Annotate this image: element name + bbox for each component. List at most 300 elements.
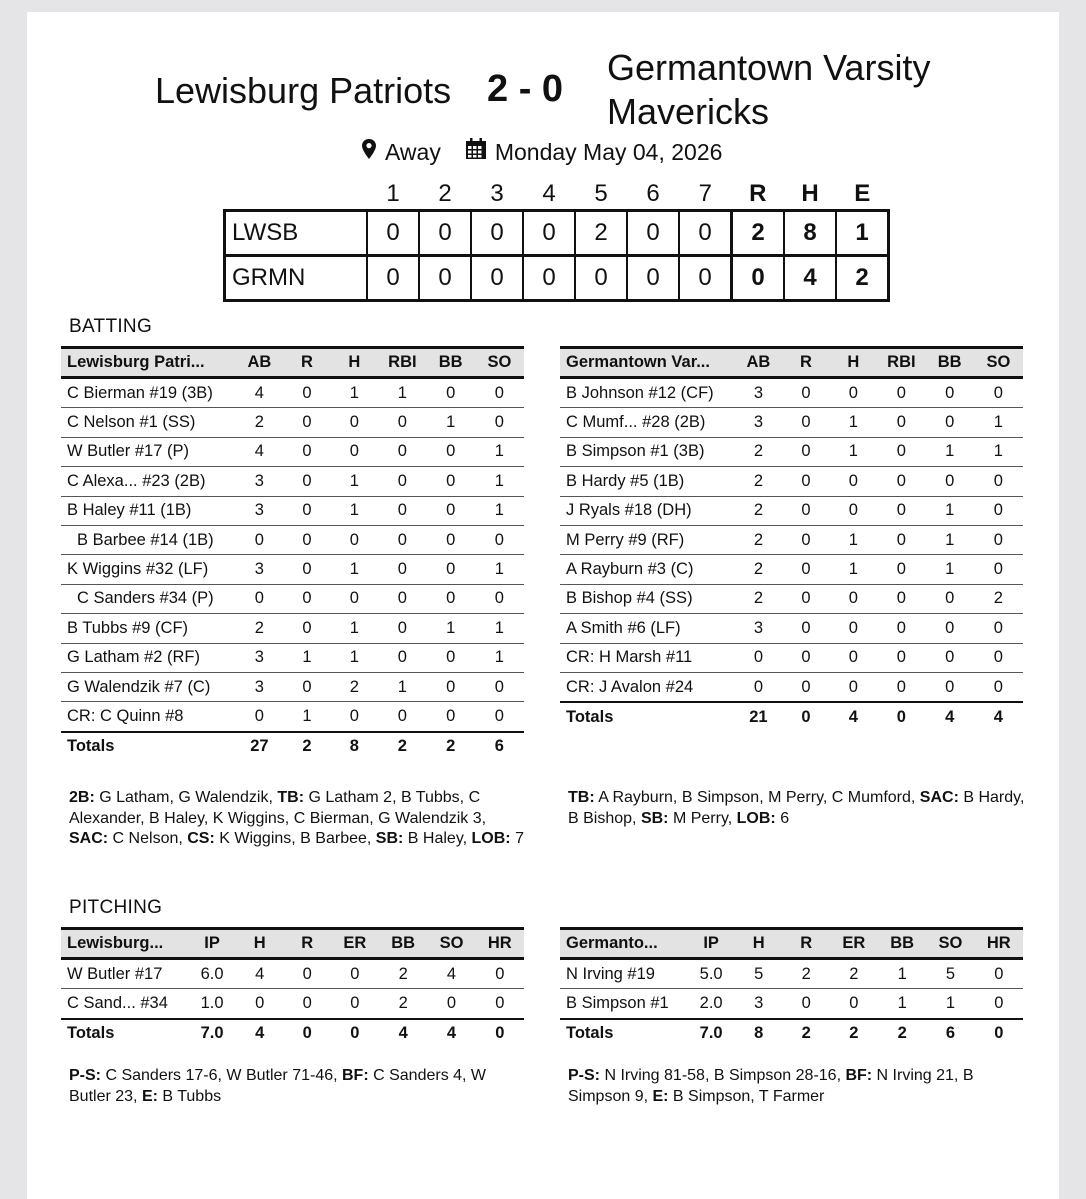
total-value: 4 (236, 1019, 284, 1048)
stat-value: 5.0 (687, 959, 734, 989)
inning-score: 0 (575, 256, 627, 301)
stat-column-header: SO (974, 348, 1023, 378)
stats-header-row (560, 348, 1023, 378)
stat-column-header: SO (926, 929, 974, 959)
stat-value: 0 (783, 378, 830, 408)
player-row (560, 643, 1023, 672)
stat-value: 0 (877, 408, 925, 437)
stat-value: 4 (235, 378, 283, 408)
stat-value: 0 (427, 584, 475, 613)
stat-column-header: H (236, 929, 284, 959)
stat-value: 1 (284, 643, 331, 672)
stat-value: 0 (235, 525, 283, 554)
stat-value: 1 (475, 496, 524, 525)
note-label: 2B: (69, 789, 95, 806)
totals-label: Totals (61, 732, 235, 761)
inning-score: 0 (367, 211, 419, 256)
stat-value: 0 (330, 437, 378, 466)
stat-value: 0 (284, 525, 331, 554)
stat-value: 3 (734, 378, 782, 408)
stat-value: 1 (330, 467, 378, 496)
stats-header-row (560, 929, 1023, 959)
stat-value: 0 (877, 584, 925, 613)
stat-value: 0 (235, 584, 283, 613)
stat-value: 2 (235, 614, 283, 643)
player-name: N Irving #19 (560, 959, 687, 989)
player-name: C Alexa... #23 (2B) (61, 467, 235, 496)
stat-column-header: H (829, 348, 877, 378)
total-value: 4 (926, 702, 974, 731)
stat-value: 3 (734, 614, 782, 643)
stat-value: 0 (829, 467, 877, 496)
stat-value: 1 (926, 555, 974, 584)
player-name: C Sanders #34 (P) (61, 584, 235, 613)
boxscore-sheet (27, 12, 1059, 1199)
player-name: CR: J Avalon #24 (560, 672, 734, 702)
total-value: 2 (427, 732, 475, 761)
note-text: B Tubbs (157, 1087, 222, 1105)
player-name: K Wiggins #32 (LF) (61, 555, 235, 584)
player-name: B Simpson #1 (560, 989, 687, 1019)
player-name: W Butler #17 (61, 959, 188, 989)
total-value: 4 (427, 1019, 475, 1048)
player-name: A Smith #6 (LF) (560, 614, 734, 643)
stat-value: 0 (284, 378, 331, 408)
player-name: G Latham #2 (RF) (61, 643, 235, 672)
stat-column-header: R (284, 929, 331, 959)
stat-value: 0 (877, 614, 925, 643)
player-name: M Perry #9 (RF) (560, 525, 734, 554)
stat-column-header: IP (188, 929, 235, 959)
stat-value: 0 (427, 989, 475, 1019)
stat-value: 0 (284, 467, 331, 496)
stat-value: 1 (427, 408, 475, 437)
total-value: 7.0 (188, 1019, 235, 1048)
total-value: 0 (331, 1019, 379, 1048)
stat-value: 0 (926, 467, 974, 496)
player-row (61, 702, 524, 732)
note-text: B Simpson, T Farmer (668, 1087, 825, 1105)
stat-value: 1 (475, 437, 524, 466)
note-text: 6 (775, 809, 790, 827)
note-text: K Wiggins, B Barbee, (214, 830, 376, 847)
player-row (61, 437, 524, 466)
stat-value: 0 (427, 555, 475, 584)
note-label: E: (141, 1087, 158, 1105)
stat-value: 0 (877, 378, 925, 408)
stat-value: 0 (330, 702, 378, 732)
stat-value: 1 (926, 437, 974, 466)
stat-value: 0 (783, 643, 830, 672)
stat-value: 3 (235, 672, 283, 701)
stats-header-row (61, 348, 524, 378)
total-value: 4 (829, 702, 877, 731)
player-name: W Butler #17 (P) (61, 437, 235, 466)
stat-value: 1 (378, 672, 426, 701)
stat-value: 0 (235, 702, 283, 732)
player-row (560, 614, 1023, 643)
stat-value: 0 (974, 672, 1023, 702)
total-value: 6 (926, 1019, 974, 1048)
stat-value: 3 (734, 408, 782, 437)
stat-value: 0 (734, 643, 782, 672)
stat-value: 1 (475, 643, 524, 672)
stat-value: 1 (475, 614, 524, 643)
home-team-name: Lewisburg Patriots (155, 70, 452, 111)
player-row (560, 378, 1023, 408)
game-meta (361, 138, 722, 166)
inning-score: 0 (523, 211, 575, 256)
errors-total: 2 (836, 256, 889, 301)
stat-value: 0 (829, 584, 877, 613)
stat-value: 0 (926, 672, 974, 702)
player-row (61, 525, 524, 554)
stat-value: 0 (284, 614, 331, 643)
stat-value: 2 (783, 959, 830, 989)
inning-score: 0 (679, 211, 732, 256)
note-label: CS: (187, 830, 215, 847)
stat-value: 2.0 (687, 989, 734, 1019)
stat-value: 3 (235, 555, 283, 584)
inning-score: 0 (523, 256, 575, 301)
note-text: 7 (510, 830, 524, 847)
player-row (560, 555, 1023, 584)
stat-value: 0 (926, 584, 974, 613)
stat-value: 2 (734, 467, 782, 496)
inning-score: 0 (367, 256, 419, 301)
total-value: 2 (878, 1019, 926, 1048)
inning-header: 4 (542, 180, 556, 207)
player-name: B Tubbs #9 (CF) (61, 614, 235, 643)
stat-value: 0 (975, 989, 1023, 1019)
player-row (560, 467, 1023, 496)
stat-value: 0 (378, 437, 426, 466)
total-value: 0 (783, 702, 830, 731)
stat-value: 1 (829, 525, 877, 554)
stat-value: 0 (829, 643, 877, 672)
pitching-notes-home (69, 1066, 529, 1107)
stat-value: 0 (926, 378, 974, 408)
away-team-name: Germantown Varsity Mavericks (607, 47, 931, 132)
game-header (27, 12, 1059, 132)
stat-value: 0 (284, 672, 331, 701)
stat-value: 0 (974, 643, 1023, 672)
player-row (61, 467, 524, 496)
totals-label: Totals (560, 1019, 687, 1048)
stat-value: 0 (974, 467, 1023, 496)
stat-value: 5 (926, 959, 974, 989)
note-text: G Latham, G Walendzik, (94, 789, 278, 806)
stat-column-header: H (735, 929, 783, 959)
stat-value: 0 (378, 496, 426, 525)
note-label: LOB: (471, 830, 511, 847)
game-date: Monday May 04, 2026 (494, 138, 723, 165)
inning-header: 6 (646, 180, 660, 207)
stat-value: 0 (378, 525, 426, 554)
stat-value: 0 (330, 408, 378, 437)
stat-column-header: RBI (877, 348, 925, 378)
player-row (61, 378, 524, 408)
team-abbr: LWSB (225, 211, 368, 256)
stat-value: 0 (427, 378, 475, 408)
team-column-header: Lewisburg... (61, 929, 188, 959)
inning-header: 7 (698, 180, 712, 207)
stat-value: 0 (284, 408, 331, 437)
stat-value: 0 (475, 408, 524, 437)
note-text: C Sanders 4, W Butler 23, (69, 1067, 487, 1105)
stat-value: 0 (475, 525, 524, 554)
team-column-header: Germantown Var... (560, 348, 734, 378)
note-label: TB: (568, 789, 595, 806)
stat-value: 4 (427, 959, 475, 989)
stat-value: 1 (829, 408, 877, 437)
player-name: B Johnson #12 (CF) (560, 378, 734, 408)
stat-value: 0 (475, 672, 524, 701)
stat-value: 4 (236, 959, 284, 989)
player-row (560, 437, 1023, 466)
stat-value: 3 (235, 467, 283, 496)
player-name: B Bishop #4 (SS) (560, 584, 734, 613)
stat-value: 1 (974, 408, 1023, 437)
stat-value: 0 (378, 467, 426, 496)
player-name: C Nelson #1 (SS) (61, 408, 235, 437)
totals-row (560, 702, 1023, 731)
player-row (61, 496, 524, 525)
stat-value: 0 (829, 614, 877, 643)
batting-section-title: BATTING (69, 316, 153, 337)
total-value: 0 (975, 1019, 1023, 1048)
note-label: P-S: (69, 1067, 101, 1084)
note-label: SAC: (69, 830, 109, 847)
stat-value: 0 (783, 525, 830, 554)
total-value: 0 (284, 1019, 331, 1048)
stat-value: 0 (331, 989, 379, 1019)
stat-value: 0 (974, 378, 1023, 408)
stat-value: 0 (427, 496, 475, 525)
stat-column-header: R (783, 348, 830, 378)
player-name: B Barbee #14 (1B) (61, 525, 235, 554)
stat-value: 0 (427, 672, 475, 701)
stat-value: 3 (235, 643, 283, 672)
linescore-table (223, 179, 890, 302)
total-value: 0 (476, 1019, 524, 1048)
stat-value: 0 (829, 496, 877, 525)
stat-value: 0 (284, 437, 331, 466)
stat-value: 2 (734, 555, 782, 584)
stat-value: 0 (783, 437, 830, 466)
stat-value: 0 (284, 555, 331, 584)
batting-notes-home (69, 788, 529, 850)
map-pin-icon (361, 138, 377, 166)
stat-value: 0 (378, 408, 426, 437)
stat-value: 0 (783, 496, 830, 525)
stat-column-header: BB (379, 929, 427, 959)
stat-value: 0 (783, 672, 830, 702)
stat-value: 0 (926, 643, 974, 672)
stat-column-header: RBI (378, 348, 426, 378)
note-text: M Perry, (668, 809, 737, 827)
stats-header-row (61, 929, 524, 959)
stat-value: 4 (235, 437, 283, 466)
stat-value: 1 (926, 496, 974, 525)
stat-value: 2 (330, 672, 378, 701)
stat-column-header: BB (427, 348, 475, 378)
player-row (560, 525, 1023, 554)
note-label: TB: (277, 789, 305, 806)
batting-notes-away (568, 788, 1028, 829)
stat-value: 0 (284, 584, 331, 613)
stat-value: 0 (476, 989, 524, 1019)
pitching-section-title: PITCHING (69, 897, 163, 918)
note-label: E: (652, 1087, 669, 1105)
player-name: CR: H Marsh #11 (560, 643, 734, 672)
runs-total: 0 (732, 256, 785, 301)
team-abbr: GRMN (225, 256, 368, 301)
inning-header: 3 (490, 180, 504, 207)
inning-header: 1 (386, 180, 400, 207)
stat-value: 3 (235, 496, 283, 525)
stat-value: 1 (330, 643, 378, 672)
stat-value: 0 (783, 408, 830, 437)
total-value: 21 (734, 702, 782, 731)
stat-value: 0 (877, 555, 925, 584)
note-label: LOB: (736, 809, 776, 827)
total-value: 8 (735, 1019, 783, 1048)
totals-label: Totals (61, 1019, 188, 1048)
stat-value: 0 (427, 437, 475, 466)
pitching-table-away (560, 927, 1023, 1048)
runs-total: 2 (732, 211, 785, 256)
stat-value: 0 (783, 555, 830, 584)
player-name: C Bierman #19 (3B) (61, 378, 235, 408)
stat-value: 2 (379, 959, 427, 989)
player-row (560, 959, 1023, 989)
team-column-header: Lewisburg Patri... (61, 348, 235, 378)
stat-value: 0 (974, 496, 1023, 525)
team-column-header: Germanto... (560, 929, 687, 959)
stat-value: 0 (877, 496, 925, 525)
batting-table-away (560, 346, 1023, 732)
player-row (560, 584, 1023, 613)
stat-value: 2 (734, 525, 782, 554)
stat-value: 1.0 (188, 989, 235, 1019)
player-row (560, 408, 1023, 437)
errors-total: 1 (836, 211, 889, 256)
stat-value: 6.0 (188, 959, 235, 989)
runs-header: R (749, 180, 767, 207)
stat-value: 1 (926, 525, 974, 554)
player-name: C Mumf... #28 (2B) (560, 408, 734, 437)
stat-value: 2 (379, 989, 427, 1019)
stat-value: 1 (330, 496, 378, 525)
stat-column-header: IP (687, 929, 734, 959)
stat-value: 0 (427, 525, 475, 554)
player-row (61, 408, 524, 437)
stat-column-header: HR (476, 929, 524, 959)
total-value: 27 (235, 732, 283, 761)
inning-score: 0 (419, 211, 471, 256)
totals-label: Totals (560, 702, 734, 731)
stat-column-header: R (284, 348, 331, 378)
player-name: CR: C Quinn #8 (61, 702, 235, 732)
stat-value: 1 (330, 614, 378, 643)
batting-table-home (61, 346, 524, 761)
inning-header: 2 (438, 180, 452, 207)
total-value: 6 (475, 732, 524, 761)
linescore-header-row (225, 179, 889, 211)
stat-value: 0 (427, 643, 475, 672)
note-label: SAC: (919, 789, 959, 806)
hits-total: 4 (784, 256, 836, 301)
total-value: 2 (830, 1019, 878, 1048)
stat-value: 1 (926, 989, 974, 1019)
stat-value: 0 (829, 378, 877, 408)
stat-value: 0 (974, 614, 1023, 643)
inning-score: 0 (419, 256, 471, 301)
stat-value: 1 (974, 437, 1023, 466)
player-row (560, 989, 1023, 1019)
player-row (61, 989, 524, 1019)
stat-column-header: BB (878, 929, 926, 959)
linescore-row-away (225, 256, 889, 301)
total-value: 4 (379, 1019, 427, 1048)
stat-value: 0 (330, 584, 378, 613)
player-row (560, 672, 1023, 702)
stat-column-header: SO (427, 929, 475, 959)
stat-value: 0 (284, 496, 331, 525)
total-value: 2 (378, 732, 426, 761)
player-row (61, 672, 524, 701)
stat-value: 1 (878, 959, 926, 989)
stat-value: 2 (734, 437, 782, 466)
stat-value: 0 (783, 614, 830, 643)
stat-value: 1 (475, 555, 524, 584)
stat-value: 0 (974, 525, 1023, 554)
stat-value: 3 (735, 989, 783, 1019)
stat-value: 0 (427, 702, 475, 732)
total-value: 2 (783, 1019, 830, 1048)
stat-value: 0 (378, 614, 426, 643)
stat-column-header: HR (975, 929, 1023, 959)
stat-value: 0 (829, 672, 877, 702)
stat-value: 0 (877, 643, 925, 672)
stat-value: 0 (427, 467, 475, 496)
note-text: N Irving 21, B Simpson 9, (568, 1067, 974, 1105)
stat-value: 1 (330, 378, 378, 408)
location-label: Away (385, 138, 441, 165)
stat-value: 0 (378, 702, 426, 732)
total-value: 2 (284, 732, 331, 761)
note-label: SB: (640, 809, 669, 827)
note-text: C Nelson, (108, 830, 188, 847)
inning-header: 5 (594, 180, 608, 207)
player-row (61, 959, 524, 989)
stat-value: 0 (475, 702, 524, 732)
calendar-icon (465, 138, 487, 166)
stat-value: 2 (734, 584, 782, 613)
stat-column-header: AB (734, 348, 782, 378)
player-name: B Simpson #1 (3B) (560, 437, 734, 466)
inning-score: 0 (627, 256, 679, 301)
stat-value: 0 (331, 959, 379, 989)
stat-value: 0 (830, 989, 878, 1019)
stat-value: 1 (330, 555, 378, 584)
stat-value: 0 (783, 989, 830, 1019)
stat-value: 5 (735, 959, 783, 989)
note-text: A Rayburn, B Simpson, M Perry, C Mumford, (594, 789, 920, 806)
note-label: SB: (375, 830, 404, 847)
stat-value: 1 (378, 378, 426, 408)
